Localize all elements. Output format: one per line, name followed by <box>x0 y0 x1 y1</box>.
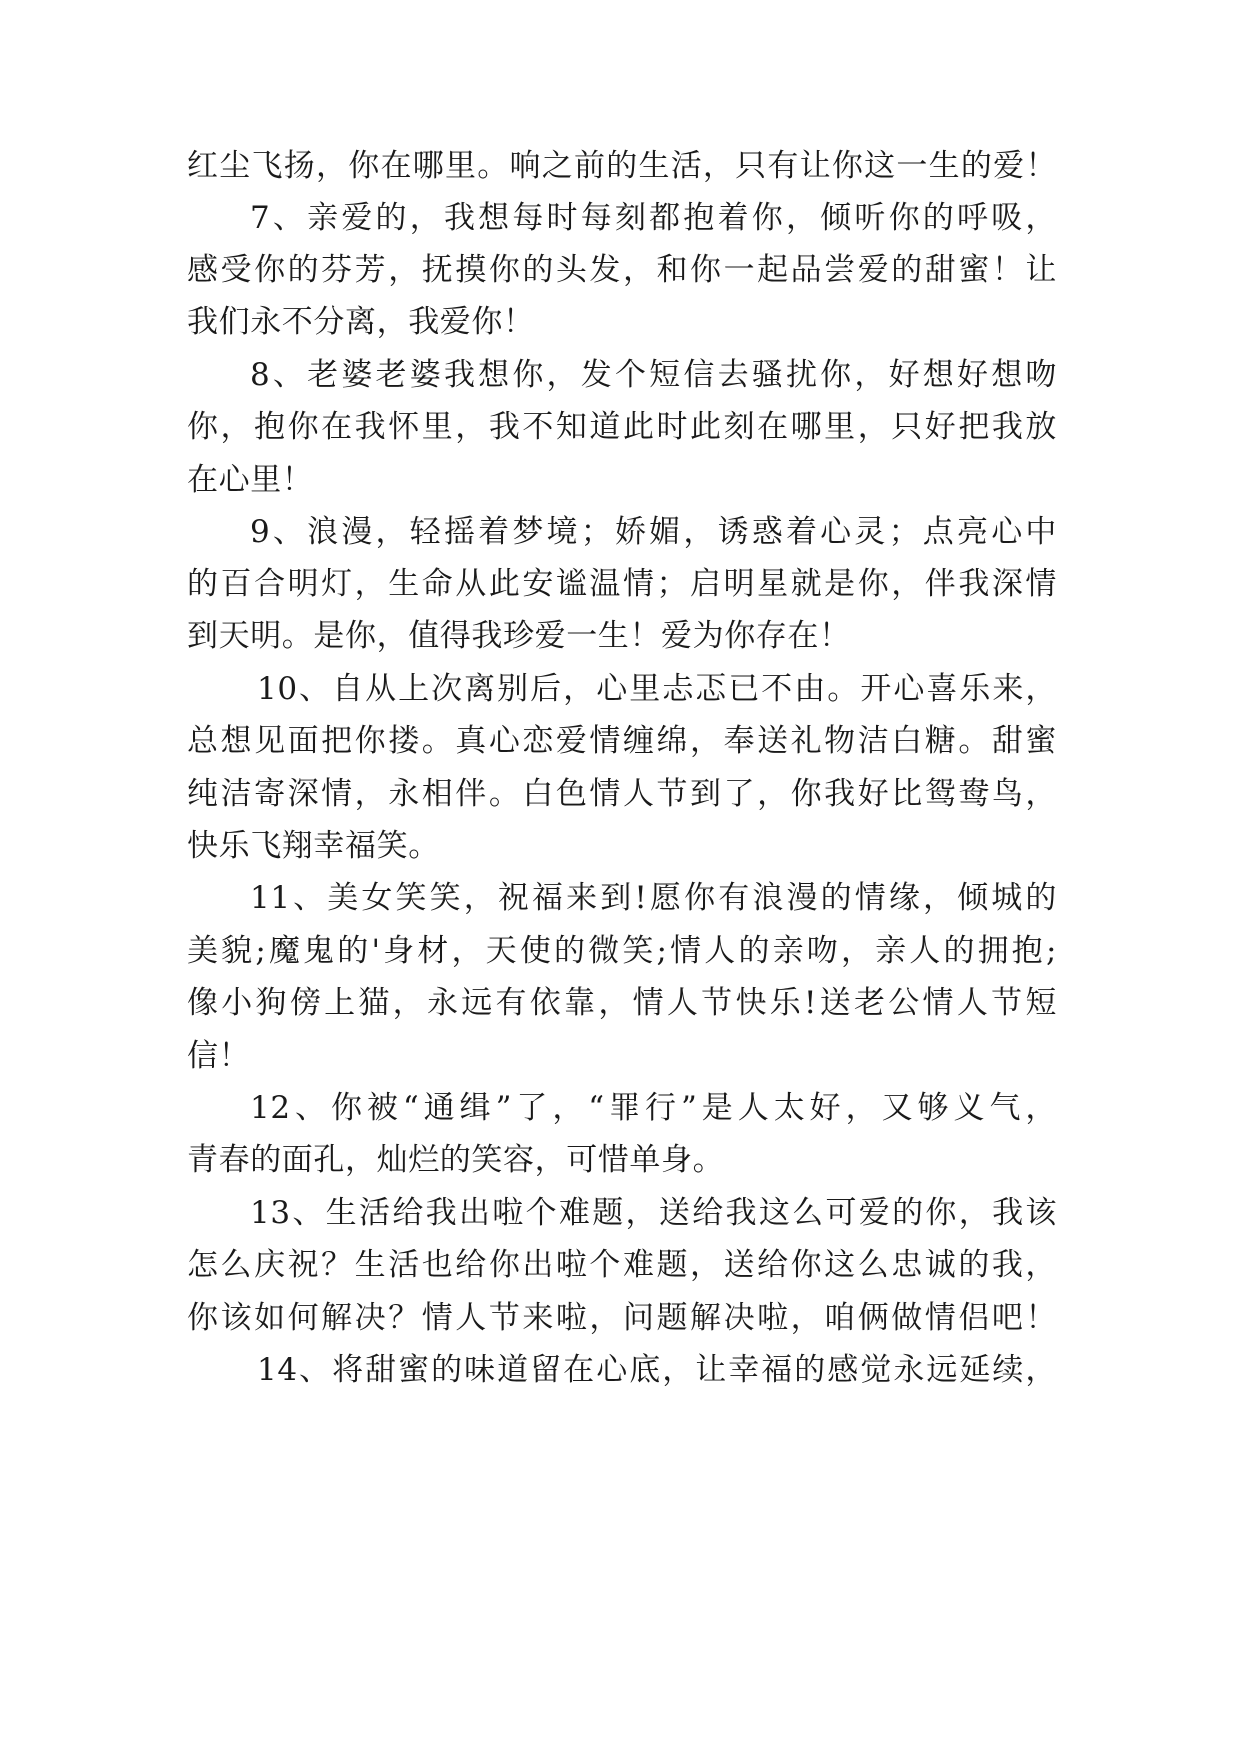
text-line: 13、生活给我出啦个难题，送给我这么可爱的你，我该 <box>250 1195 1057 1231</box>
text-line: 美貌;魔鬼的'身材，天使的微笑;情人的亲吻，亲人的拥抱; <box>187 933 1057 969</box>
text-line: 12、你被“通缉”了，“罪行”是人太好，又够义气， <box>250 1090 1057 1126</box>
text-line: 红尘飞扬，你在哪里。响之前的生活，只有让你这一生的爱！ <box>187 148 1057 184</box>
text-line: 7、亲爱的，我想每时每刻都抱着你，倾听你的呼吸， <box>250 200 1057 236</box>
text-line: 像小狗傍上猫，永远有依靠，情人节快乐!送老公情人节短 <box>187 985 1057 1021</box>
text-line: 纯洁寄深情，永相伴。白色情人节到了，你我好比鸳鸯鸟， <box>187 776 1057 812</box>
text-line: 我们永不分离，我爱你！ <box>187 304 535 340</box>
text-line: 在心里！ <box>187 462 314 498</box>
text-line: 你，抱你在我怀里，我不知道此时此刻在哪里，只好把我放 <box>187 409 1057 445</box>
text-line: 到天明。是你，值得我珍爱一生！爱为你存在！ <box>187 618 851 654</box>
text-line: 感受你的芬芳，抚摸你的头发，和你一起品尝爱的甜蜜！让 <box>187 252 1057 288</box>
text-line: 你该如何解决？情人节来啦，问题解决啦，咱俩做情侣吧！ <box>187 1300 1057 1336</box>
text-line: 信！ <box>187 1038 251 1074</box>
text-line: 9、浪漫，轻摇着梦境；娇媚，诱惑着心灵；点亮心中 <box>250 514 1057 550</box>
text-line: 的百合明灯，生命从此安谧温情；启明星就是你，伴我深情 <box>187 566 1057 602</box>
text-line: 10、自从上次离别后，心里忐忑已不由。开心喜乐来， <box>257 671 1057 707</box>
text-line: 11、美女笑笑，祝福来到!愿你有浪漫的情缘，倾城的 <box>250 880 1057 916</box>
text-line: 14、将甜蜜的味道留在心底，让幸福的感觉永远延续， <box>257 1352 1057 1388</box>
text-line: 怎么庆祝？生活也给你出啦个难题，送给你这么忠诚的我， <box>187 1247 1057 1283</box>
text-line: 总想见面把你搂。真心恋爱情缠绵，奉送礼物洁白糖。甜蜜 <box>187 723 1057 759</box>
text-line: 青春的面孔，灿烂的笑容，可惜单身。 <box>187 1142 725 1178</box>
text-line: 8、老婆老婆我想你，发个短信去骚扰你，好想好想吻 <box>250 357 1057 393</box>
text-line: 快乐飞翔幸福笑。 <box>187 828 440 864</box>
